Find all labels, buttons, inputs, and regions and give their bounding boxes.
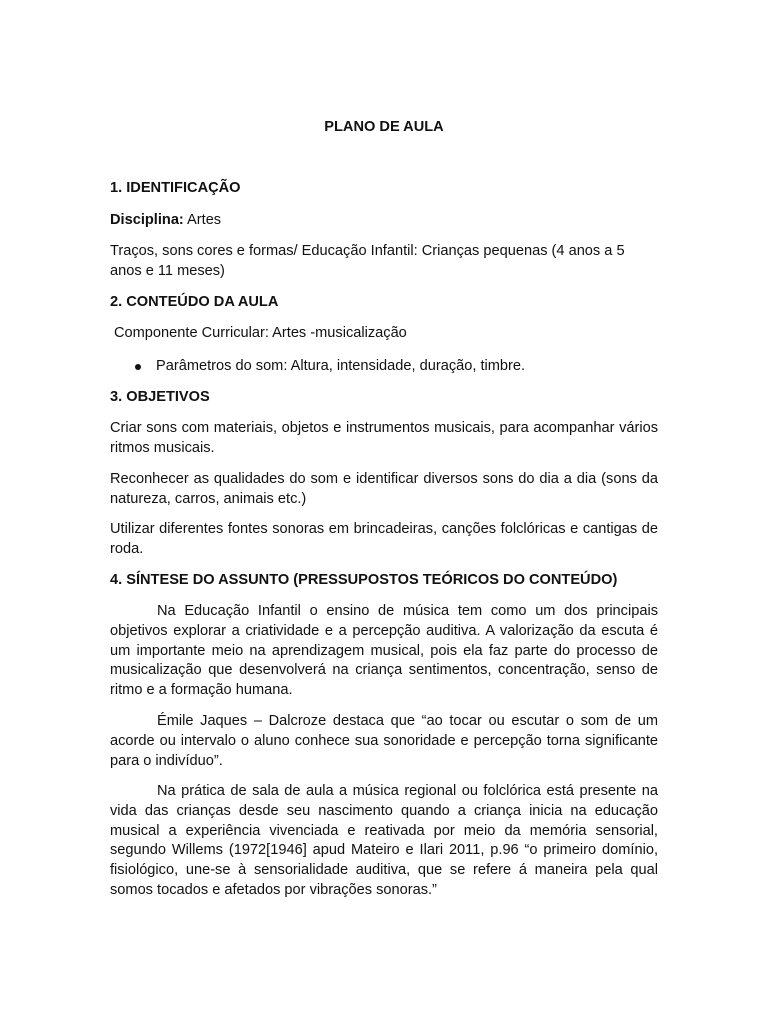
- page-title: PLANO DE AULA: [324, 119, 444, 135]
- section-heading-conteudo: 2. CONTEÚDO DA AULA: [110, 294, 279, 310]
- disciplina-label: Disciplina:: [110, 212, 184, 228]
- section-heading-objetivos: 3. OBJETIVOS: [110, 389, 210, 405]
- objetivo-item: Reconhecer as qualidades do som e identificar diversos sons do dia a dia (sons da natureza, carros, animais etc.): [110, 471, 658, 507]
- disciplina-line: [110, 211, 658, 231]
- bullet-list-item: [110, 357, 658, 377]
- sintese-paragraph: Émile Jaques – Dalcroze destaca que “ao tocar ou escutar o som de um acorde ou intervalo o aluno conhece sua sonoridade e percepção torna significante para o indivíduo”.: [110, 713, 658, 769]
- componente-curricular: Componente Curricular: Artes -musicalização: [114, 325, 407, 341]
- sintese-paragraph: Na Educação Infantil o ensino de música tem como um dos principais objetivos explorar a criatividade e a percepção auditiva. A valorização da escuta é um importante meio na aprendizagem musical, pois ela faz parte do processo de musicalização que desenvolverá na criança sentimentos, concentração, senso de ritmo e a formação humana.: [110, 603, 658, 699]
- objetivo-item: Criar sons com materiais, objetos e instrumentos musicais, para acompanhar vários ritmos musicais.: [110, 420, 658, 456]
- sintese-paragraph: Na prática de sala de aula a música regional ou folclórica está presente na vida das crianças desde seu nascimento quando a criança inicia na educação musical a experiência vivenciada e reativada por meio da memória sensorial, segundo Willems (1972[1946] apud Mateiro e Ilari 2011, p.96 “o primeiro domínio, fisiológico, une-se à sensorialidade auditiva, que se refere á maneira pela qual somos tocados e afetados por vibrações sonoras.”: [110, 783, 658, 898]
- document-page: [110, 0, 658, 1024]
- bullet-text: Parâmetros do som: Altura, intensidade, duração, timbre.: [156, 358, 526, 374]
- identificacao-description: Traços, sons cores e formas/ Educação Infantil: Crianças pequenas (4 anos a 5 anos e 11 meses): [110, 243, 625, 279]
- objetivo-item: Utilizar diferentes fontes sonoras em brincadeiras, canções folclóricas e cantigas de roda.: [110, 521, 658, 557]
- bullet-icon: [135, 364, 141, 370]
- disciplina-value: Artes: [183, 212, 222, 228]
- section-heading-identificacao: 1. IDENTIFICAÇÃO: [110, 180, 241, 196]
- section-heading-sintese: 4. SÍNTESE DO ASSUNTO (PRESSUPOSTOS TEÓRICOS DO CONTEÚDO): [110, 572, 618, 588]
